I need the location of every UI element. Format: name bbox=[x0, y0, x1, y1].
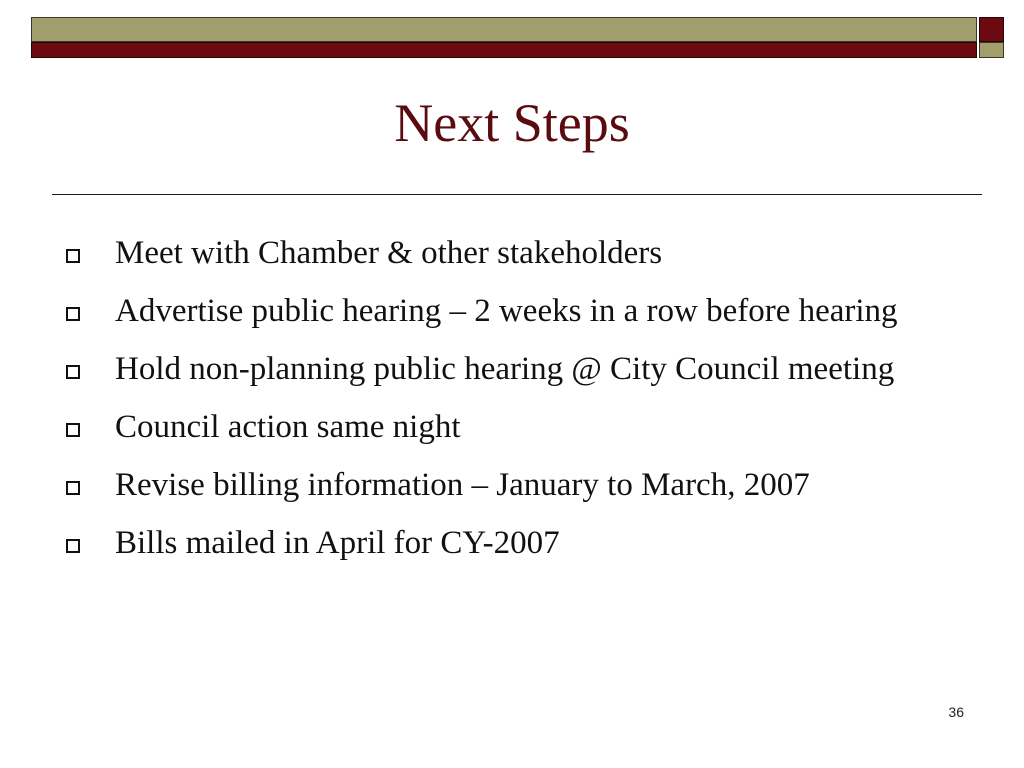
bullet-text: Advertise public hearing – 2 weeks in a row before hearing bbox=[115, 293, 898, 329]
hollow-square-bullet-icon bbox=[66, 365, 80, 379]
hollow-square-bullet-icon bbox=[66, 539, 80, 553]
hollow-square-bullet-icon bbox=[66, 249, 80, 263]
bullet-item bbox=[0, 520, 1024, 566]
hollow-square-bullet-icon bbox=[66, 481, 80, 495]
bullet-item bbox=[0, 404, 1024, 450]
page-number: 36 bbox=[948, 704, 964, 720]
header-band-maroon bbox=[31, 42, 977, 58]
bullet-text: Bills mailed in April for CY-2007 bbox=[115, 525, 560, 561]
bullet-item bbox=[0, 346, 1024, 392]
bullet-item bbox=[0, 462, 1024, 508]
bullet-text: Meet with Chamber & other stakeholders bbox=[115, 235, 663, 271]
bullet-item bbox=[0, 288, 1024, 334]
bullet-text: Revise billing information – January to March, 2007 bbox=[115, 467, 810, 503]
corner-square-maroon bbox=[979, 17, 1004, 42]
corner-square-olive bbox=[979, 42, 1004, 58]
bullet-text: Hold non-planning public hearing @ City Council meeting bbox=[115, 351, 895, 387]
title-divider bbox=[52, 194, 982, 195]
header-band-olive bbox=[31, 17, 977, 42]
bullet-list bbox=[0, 230, 1024, 578]
hollow-square-bullet-icon bbox=[66, 307, 80, 321]
hollow-square-bullet-icon bbox=[66, 423, 80, 437]
bullet-item bbox=[0, 230, 1024, 276]
bullet-text: Council action same night bbox=[115, 409, 461, 445]
slide-title: Next Steps bbox=[394, 93, 630, 153]
